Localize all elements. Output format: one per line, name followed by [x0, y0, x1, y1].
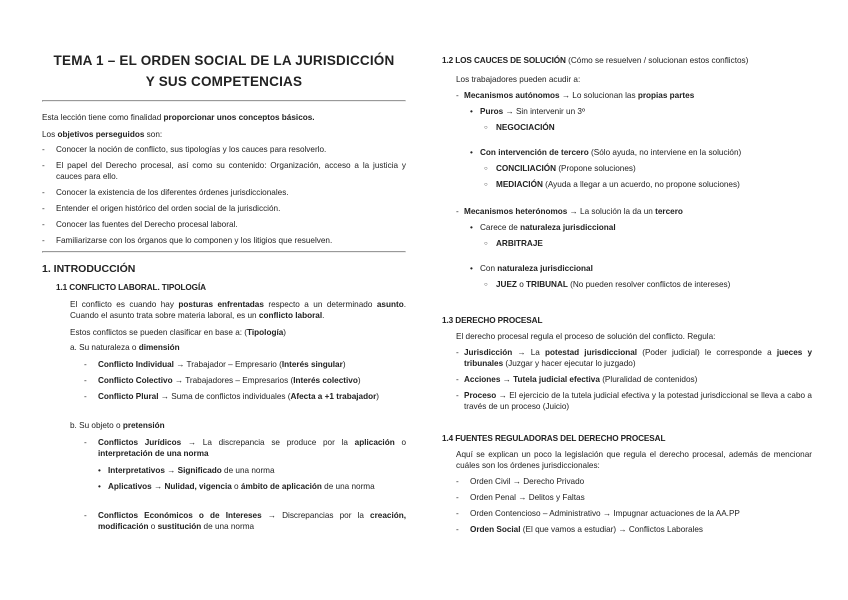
- list-item: - Conocer la existencia de los diferentes órdenes jurisdiccionales.: [42, 187, 406, 198]
- list-item: ○ MEDIACIÓN (Ayuda a llegar a un acuerdo, no propone soluciones): [484, 179, 812, 190]
- intro-paragraph: Esta lección tiene como finalidad proporcionar unos conceptos básicos.: [42, 113, 315, 122]
- divider: [42, 251, 406, 253]
- list-item: - Orden Civil → Derecho Privado: [456, 476, 812, 487]
- title-line-1: TEMA 1 – EL ORDEN SOCIAL DE LA JURISDICCIÓN: [53, 53, 395, 68]
- list-item: - Orden Social (El que vamos a estudiar) → Conflictos Laborales: [456, 524, 812, 535]
- list-item: - El papel del Derecho procesal, así como su contenido: Organización, acceso a la justicia y cauces para ello.: [42, 160, 406, 182]
- page-title: [42, 50, 406, 92]
- subsection-heading: 1.2 LOS CAUCES DE SOLUCIÓN (Cómo se resuelven / solucionan estos conflictos): [442, 56, 749, 65]
- list-item: ○ JUEZ o TRIBUNAL (No pueden resolver conflictos de intereses): [484, 279, 812, 290]
- list-item: ○ ARBITRAJE: [484, 238, 812, 249]
- list-item: ○ CONCILIACIÓN (Propone soluciones): [484, 163, 812, 174]
- paragraph: El conflicto es cuando hay posturas enfrentadas respecto a un determinado asunto. Cuando el asunto trata sobre materia laboral, es un conflicto laboral.: [70, 300, 406, 320]
- subsection-heading: 1.3 DERECHO PROCESAL: [442, 316, 543, 325]
- paragraph: El derecho procesal regula el proceso de solución del conflicto. Regula:: [456, 332, 716, 341]
- list-item: - Conocer la noción de conflicto, sus tipologías y los cauces para resolverlo.: [42, 144, 406, 155]
- section-heading: 1. INTRODUCCIÓN: [42, 263, 136, 275]
- paragraph: Aquí se explican un poco la legislación que regula el derecho procesal, además de mencionar cuáles son los órdenes jurisdiccionales:: [456, 450, 812, 470]
- paragraph: Los trabajadores pueden acudir a:: [456, 75, 581, 84]
- list-item: • Con naturaleza jurisdiccional: [470, 263, 812, 274]
- subsection-heading: 1.4 FUENTES REGULADORAS DEL DERECHO PROCESAL: [442, 434, 666, 443]
- list-item: - Acciones → Tutela judicial efectiva (Pluralidad de contenidos): [456, 374, 812, 385]
- list-item: - Orden Penal → Delitos y Faltas: [456, 492, 812, 503]
- subsection-heading: 1.1 CONFLICTO LABORAL. TIPOLOGÍA: [56, 283, 206, 292]
- list-item: - Jurisdicción → La potestad jurisdiccional (Poder judicial) le corresponde a jueces y tribunales (Juzgar y hacer ejecutar lo juzgado): [456, 347, 812, 369]
- list-item: • Con intervención de tercero (Sólo ayuda, no interviene en la solución): [470, 147, 812, 158]
- list-item: - Entender el origen histórico del orden social de la jurisdicción.: [42, 203, 406, 214]
- list-item: - Proceso → El ejercicio de la tutela judicial efectiva y la potestad jurisdiccional se lleva a cabo a través de un proceso (Juicio): [456, 390, 812, 412]
- list-item: - Conflicto Individual → Trabajador – Empresario (Interés singular): [84, 359, 406, 370]
- list-item: - Mecanismos heterónomos → La solución la da un tercero: [456, 206, 812, 217]
- objectives-heading: Los objetivos perseguidos son:: [42, 130, 163, 139]
- right-column: [442, 0, 812, 535]
- list-item: - Conflictos Económicos o de Intereses → Discrepancias por la creación, modificación o sustitución de una norma: [84, 510, 406, 532]
- list-item: • Carece de naturaleza jurisdiccional: [470, 222, 812, 233]
- title-line-2: Y SUS COMPETENCIAS: [145, 74, 303, 89]
- list-item: - Conocer las fuentes del Derecho procesal laboral.: [42, 219, 406, 230]
- list-item: • Aplicativos → Nulidad, vigencia o ámbito de aplicación de una norma: [98, 481, 406, 492]
- list-item: - Conflicto Colectivo → Trabajadores – Empresarios (Interés colectivo): [84, 375, 406, 386]
- list-item: - Conflictos Jurídicos → La discrepancia se produce por la aplicación o interpretación de una norma: [84, 437, 406, 459]
- list-item: ○ NEGOCIACIÓN: [484, 122, 812, 133]
- list-item: • Puros → Sin intervenir un 3º: [470, 106, 812, 117]
- list-item: - Conflicto Plural → Suma de conflictos individuales (Afecta a +1 trabajador): [84, 391, 406, 402]
- left-column: [42, 0, 406, 532]
- paragraph: Estos conflictos se pueden clasificar en base a: (Tipología): [70, 328, 287, 337]
- list-item: b. Su objeto o pretensión: [70, 421, 165, 430]
- list-item: - Familiarizarse con los órganos que lo componen y los litigios que resuelven.: [42, 235, 406, 246]
- list-item: - Orden Contencioso – Administrativo → Impugnar actuaciones de la AA.PP: [456, 508, 812, 519]
- list-item: - Mecanismos autónomos → Lo solucionan las propias partes: [456, 90, 812, 101]
- list-item: • Interpretativos → Significado de una norma: [98, 465, 406, 476]
- objectives-list: [42, 144, 406, 246]
- list-item: a. Su naturaleza o dimensión: [70, 343, 180, 352]
- divider: [42, 100, 406, 102]
